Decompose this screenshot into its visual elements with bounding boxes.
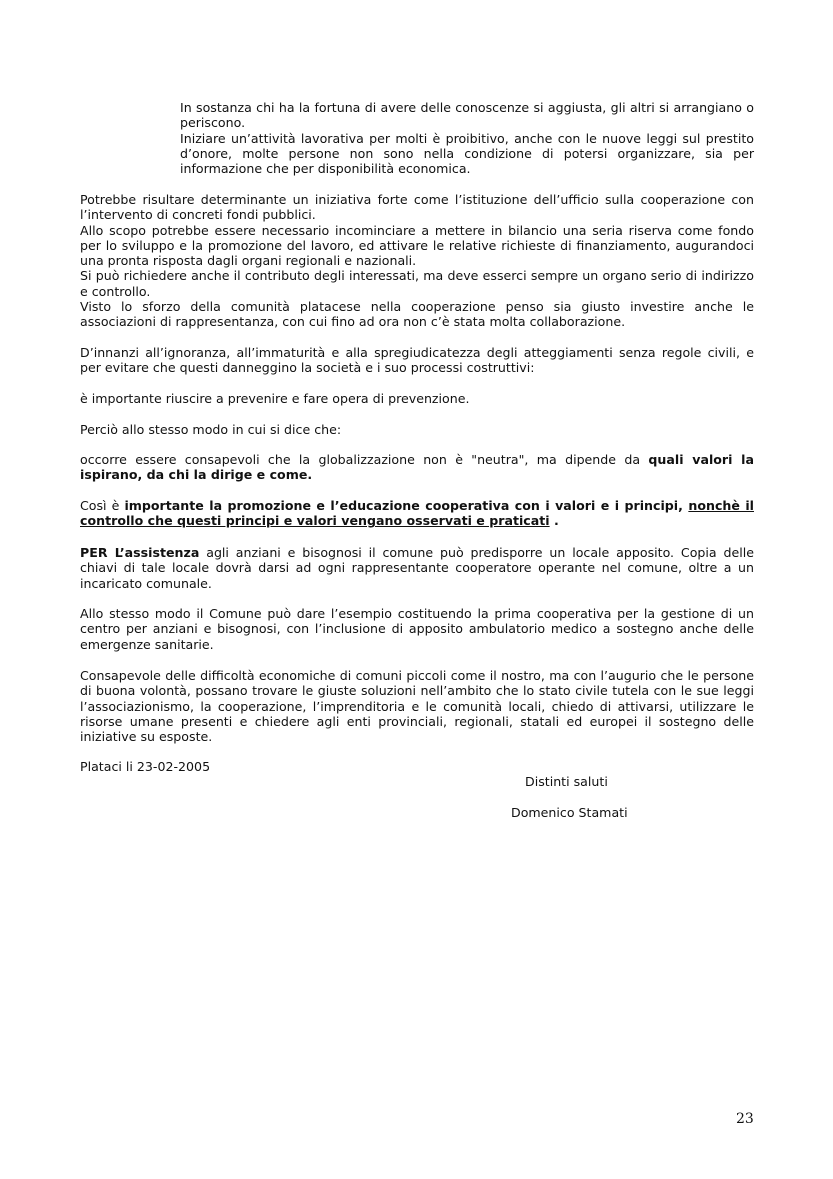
- globalization-bold: quali valori la ispirano, da chi la dirige e come.: [80, 452, 754, 483]
- cooperation-paragraph: [80, 192, 754, 330]
- page-number: 23: [736, 1111, 754, 1127]
- intro-line-2: Iniziare un’attività lavorativa per molti è proibitivo, anche con le nuove leggi sul prestito d’onore, molte persone non sono nella condizione di potersi organizzare, sia per informazione che per disponibilità economica.: [180, 130, 754, 177]
- globalization-text: occorre essere consapevoli che la globalizzazione non è "neutra", ma dipende da: [80, 452, 649, 467]
- intro-line-1: In sostanza chi ha la fortuna di avere delle conoscenze si aggiusta, gli altri si arrangiano o periscono.: [180, 100, 754, 131]
- example-paragraph: Allo stesso modo il Comune può dare l’esempio costituendo la prima cooperativa per la gestione di un centro per anziani e bisognosi, con l’inclusione di apposito ambulatorio medico a sostegno anche delle emergenze sanitarie.: [80, 606, 754, 652]
- cooperation-line-3: Si può richiedere anche il contributo degli interessati, ma deve esserci sempre un organo serio di indirizzo e controllo.: [80, 268, 754, 299]
- ignorance-paragraph: D’innanzi all’ignoranza, all’immaturità e alla spregiudicatezza degli atteggiamenti senza regole civili, e per evitare che questi danneggino la società e i suo processi costruttivi:: [80, 345, 754, 376]
- intro-indented-paragraph: [180, 100, 754, 176]
- promotion-bold: importante la promozione e l’educazione cooperativa con i valori e i principi,: [124, 498, 689, 513]
- therefore-paragraph: Perciò allo stesso modo in cui si dice che:: [80, 422, 342, 437]
- assistance-paragraph: [80, 545, 754, 591]
- assistance-bold-lead: PER L’assistenza: [80, 545, 200, 560]
- promotion-bold-underline: nonchè il controllo che questi principi e valori vengano osservati e praticati: [80, 498, 754, 529]
- cooperation-line-4: Visto lo sforzo della comunità platacese nella cooperazione penso sia giusto investire anche le associazioni di rappresentanza, con cui fino ad ora non c’è stata molta collaborazione.: [80, 299, 754, 330]
- cooperation-line-2: Allo scopo potrebbe essere necessario incominciare a mettere in bilancio una seria riserva come fondo per lo sviluppo e la promozione del lavoro, ed attivare le relative richieste di finanziamento, augurandoci una pronta risposta dagli organi regionali e nazionali.: [80, 222, 754, 269]
- prevention-paragraph: è importante riuscire a prevenire e fare opera di prevenzione.: [80, 391, 470, 406]
- promotion-lead: Così è: [80, 498, 125, 513]
- promotion-tail: .: [549, 513, 559, 529]
- cooperation-line-1: Potrebbe risultare determinante un iniziativa forte come l’istituzione dell’ufficio sulla cooperazione con l’intervento di concreti fondi pubblici.: [80, 192, 754, 223]
- assistance-text: agli anziani e bisognosi il comune può predisporre un locale apposito. Copia delle chiavi di tale locale dovrà darsi ad ogni rappresentante cooperatore operante nel comune, oltre a un incaricato comunale.: [80, 545, 754, 591]
- globalization-paragraph: [80, 452, 754, 483]
- closing-paragraph: Consapevole delle difficoltà economiche di comuni piccoli come il nostro, ma con l’augurio che le persone di buona volontà, possano trovare le giuste soluzioni nell’ambito che lo stato civile tutela con le sue leggi l’associazionismo, la cooperazione, l’imprenditoria e le comunità locali, chiedo di attivarsi, utilizzare le risorse umane presenti e chiedere agli enti provinciali, regionali, statali ed europei il sostegno delle iniziative su esposte.: [80, 668, 754, 745]
- place-date: Plataci li 23-02-2005: [80, 759, 211, 774]
- signature-name: Domenico Stamati: [511, 805, 628, 820]
- promotion-paragraph: [80, 498, 754, 529]
- salutation: Distinti saluti: [525, 774, 608, 789]
